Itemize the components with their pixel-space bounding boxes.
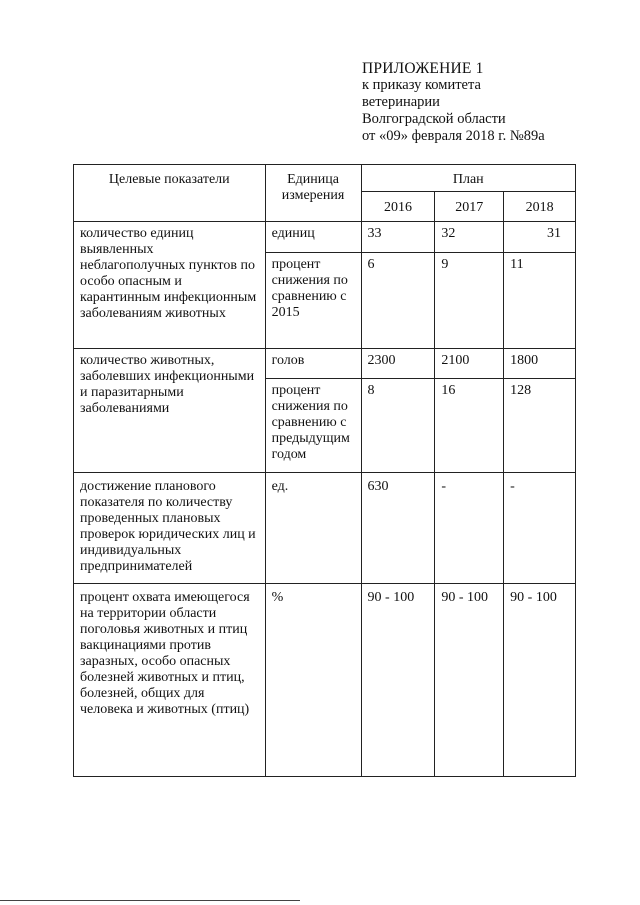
unit-cell: ед. [265,473,361,584]
value-2016: 90 - 100 [361,584,435,777]
appendix-line: ветеринарии [362,94,440,110]
value-2018: 31 [504,222,576,253]
header-indicator: Целевые показатели [74,165,266,222]
value-2018: - [504,473,576,584]
target-indicators-table [73,164,576,777]
indicator-cell: достижение планового показателя по количеству проведенных плановых проверок юридических лиц и индивидуальных предпринимателей [74,473,266,584]
header-year-2017: 2017 [435,192,504,222]
appendix-line: Волгоградской области [362,111,506,127]
table-row [74,222,576,253]
value-2017: 2100 [435,349,504,379]
unit-cell: процент снижения по сравнению с 2015 [265,253,361,349]
value-2016: 6 [361,253,435,349]
value-2017: 90 - 100 [435,584,504,777]
unit-cell: % [265,584,361,777]
table-row [74,473,576,584]
appendix-title: ПРИЛОЖЕНИЕ 1 [362,60,484,77]
value-2018: 128 [504,379,576,473]
value-2016: 33 [361,222,435,253]
unit-cell: единиц [265,222,361,253]
appendix-line: к приказу комитета [362,77,481,93]
table-row [74,584,576,777]
value-2017: 16 [435,379,504,473]
header-unit: Единица измерения [265,165,361,222]
value-2016: 2300 [361,349,435,379]
header-plan: План [361,165,575,192]
unit-cell: голов [265,349,361,379]
appendix-header [362,60,545,145]
value-2017: 9 [435,253,504,349]
value-2016: 8 [361,379,435,473]
value-2016: 630 [361,473,435,584]
indicator-cell: количество единиц выявленных неблагополучных пунктов по особо опасным и карантинным инфекционным заболеваниям животных [74,222,266,349]
header-year-2018: 2018 [504,192,576,222]
value-2017: - [435,473,504,584]
indicator-cell: количество животных, заболевших инфекционными и паразитарными заболеваниями [74,349,266,473]
table-row [74,349,576,379]
unit-cell: процент снижения по сравнению с предыдущим годом [265,379,361,473]
indicator-cell: процент охвата имеющегося на территории области поголовья животных и птиц вакцинациями против заразных, особо опасных болезней животных и птиц, болезней, общих для человека и животных (птиц) [74,584,266,777]
value-2018: 90 - 100 [504,584,576,777]
page-bottom-divider [0,900,300,901]
value-2018: 1800 [504,349,576,379]
appendix-line: от «09» февраля 2018 г. №89а [362,128,545,144]
value-2017: 32 [435,222,504,253]
value-2018: 11 [504,253,576,349]
header-year-2016: 2016 [361,192,435,222]
